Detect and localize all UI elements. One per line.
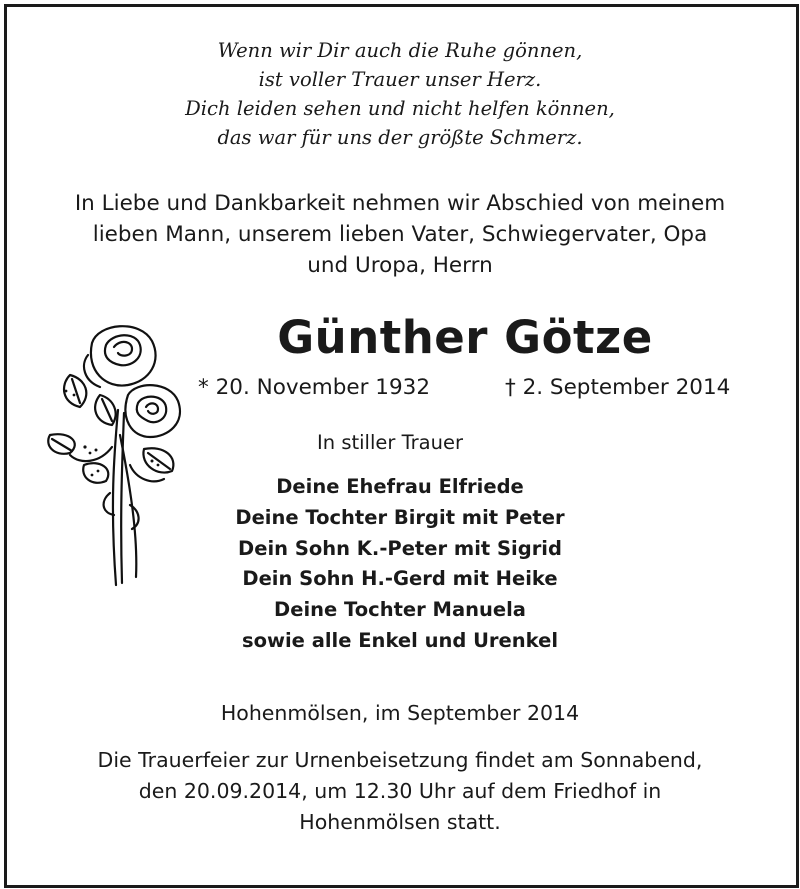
intro-line: lieben Mann, unserem lieben Vater, Schwiegervater, Opa: [92, 222, 708, 247]
family-member: Deine Tochter Manuela: [274, 598, 526, 622]
rose-illustration-icon: [40, 315, 190, 590]
family-member: Deine Ehefrau Elfriede: [276, 475, 524, 498]
intro-text: [30, 188, 770, 281]
deceased-name: Günther Götze: [277, 311, 653, 364]
ceremony-line: den 20.09.2014, um 12.30 Uhr auf dem Friedhof in: [138, 779, 662, 803]
place-date: Hohenmölsen, im September 2014: [220, 701, 580, 725]
poem-line: ist voller Trauer unser Herz.: [258, 68, 542, 91]
family-member: Dein Sohn K.-Peter mit Sigrid: [238, 536, 562, 560]
poem-line: Dich leiden sehen und nicht helfen können,: [185, 97, 615, 120]
birth-date: * 20. November 1932: [198, 375, 431, 400]
intro-line: In Liebe und Dankbarkeit nehmen wir Abschied von meinem: [74, 191, 726, 216]
poem: [0, 36, 800, 152]
poem-line: das war für uns der größte Schmerz.: [217, 126, 583, 149]
mourning-intro: In stiller Trauer: [317, 431, 463, 454]
family-member: Dein Sohn H.-Gerd mit Heike: [242, 567, 558, 591]
family-list: [180, 472, 620, 657]
poem-line: Wenn wir Dir auch die Ruhe gönnen,: [217, 39, 583, 62]
ceremony-notice: [40, 745, 760, 838]
death-date: † 2. September 2014: [505, 375, 731, 400]
family-member: sowie alle Enkel und Urenkel: [241, 628, 559, 652]
family-member: Deine Tochter Birgit mit Peter: [235, 505, 565, 529]
ceremony-line: Hohenmölsen statt.: [299, 810, 501, 834]
intro-line: und Uropa, Herrn: [307, 253, 493, 278]
ceremony-line: Die Trauerfeier zur Urnenbeisetzung findet am Sonnabend,: [97, 748, 703, 772]
